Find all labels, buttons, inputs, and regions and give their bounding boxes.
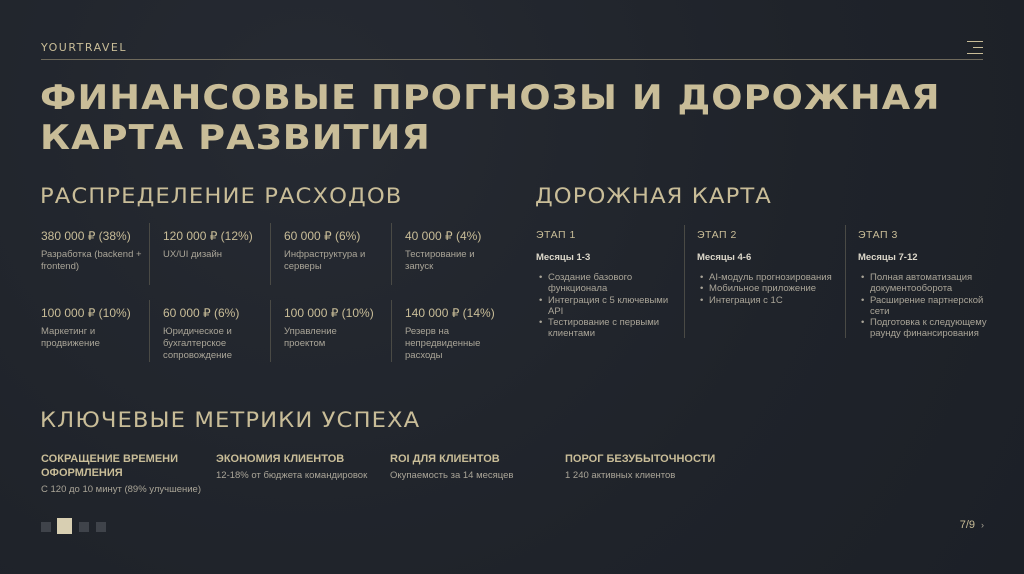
metric-title: СОКРАЩЕНИЕ ВРЕМЕНИ ОФОРМЛЕНИЯ <box>41 453 179 479</box>
expense-amount: 60 000 ₽ (6%) <box>284 229 361 243</box>
metric-title: ROI ДЛЯ КЛИЕНТОВ <box>390 453 500 465</box>
expense-item <box>149 300 267 362</box>
stage-label: ЭТАП 2 <box>697 229 737 241</box>
expense-item <box>41 306 159 350</box>
top-bar <box>41 41 983 61</box>
expense-amount: 380 000 ₽ (38%) <box>41 229 131 243</box>
metric-description: С 120 до 10 минут (89% улучшение) <box>41 484 201 495</box>
stage-list <box>858 272 998 340</box>
roadmap-stage-2 <box>697 229 849 306</box>
slide-dot[interactable] <box>96 522 106 532</box>
roadmap-stage-3 <box>858 229 1010 340</box>
expense-item <box>149 223 267 285</box>
expense-description: Тестирование и запуск <box>405 249 475 272</box>
metric-description: Окупаемость за 14 месяцев <box>390 470 514 481</box>
slide-dot[interactable] <box>41 522 51 532</box>
header-divider <box>41 59 983 60</box>
list-item: • Тестирование с первыми клиентами <box>536 317 671 340</box>
metric-item <box>216 452 386 481</box>
expense-amount: 40 000 ₽ (4%) <box>405 229 482 243</box>
expense-item <box>391 223 509 285</box>
expense-description: Управление проектом <box>284 326 337 349</box>
metric-item <box>565 452 735 481</box>
expense-amount: 120 000 ₽ (12%) <box>163 229 253 243</box>
page-number: 7/9 <box>959 519 975 531</box>
expense-description: Юридическое и бухгалтерское сопровождение <box>163 326 232 361</box>
menu-icon[interactable] <box>967 41 983 55</box>
expense-amount: 100 000 ₽ (10%) <box>41 306 131 320</box>
page-title: ФИНАНСОВЫЕ ПРОГНОЗЫ И ДОРОЖНАЯ КАРТА РАЗВИТИЯ <box>40 78 941 158</box>
metric-item <box>390 452 560 481</box>
metric-item <box>41 452 201 495</box>
expense-description: Маркетинг и продвижение <box>41 326 100 349</box>
expense-amount: 60 000 ₽ (6%) <box>163 306 240 320</box>
page-counter <box>960 519 984 531</box>
expense-item <box>270 223 388 285</box>
expense-item <box>270 300 388 362</box>
expense-item <box>41 229 159 273</box>
stage-list <box>536 272 671 340</box>
stage-list <box>697 272 837 306</box>
metric-description: 12-18% от бюджета командировок <box>216 470 368 481</box>
expense-item <box>391 300 509 362</box>
list-item: • Расширение партнерской сети <box>858 295 998 318</box>
roadmap-stage-1 <box>536 229 688 340</box>
metric-description: 1 240 активных клиентов <box>565 470 676 481</box>
list-item: • Интеграция с 1С <box>697 295 837 306</box>
metrics-heading: КЛЮЧЕВЫЕ МЕТРИКИ УСПЕХА <box>40 408 421 432</box>
stage-months: Месяцы 7-12 <box>858 252 918 263</box>
stage-months: Месяцы 4-6 <box>697 252 752 263</box>
stage-divider <box>845 225 846 338</box>
expense-amount: 100 000 ₽ (10%) <box>284 306 374 320</box>
expenses-heading: РАСПРЕДЕЛЕНИЕ РАСХОДОВ <box>40 184 403 208</box>
slide-dot[interactable] <box>79 522 89 532</box>
stage-label: ЭТАП 3 <box>858 229 898 241</box>
list-item: • Интеграция с 5 ключевыми API <box>536 295 671 318</box>
expense-description: Разработка (backend + frontend) <box>41 249 142 272</box>
expense-description: UX/UI дизайн <box>163 249 223 260</box>
brand-logo[interactable]: YOURTRAVEL <box>41 41 128 54</box>
chevron-right-icon[interactable]: › <box>981 520 984 530</box>
list-item: • Мобильное приложение <box>697 283 837 294</box>
list-item: • Полная автоматизация документооборота <box>858 272 998 295</box>
slide-dot-active[interactable] <box>57 518 72 534</box>
list-item: • Подготовка к следующему раунду финансирования <box>858 317 998 340</box>
stage-divider <box>684 225 685 338</box>
expense-description: Резерв на непредвиденные расходы <box>405 326 481 361</box>
list-item: • AI-модуль прогнозирования <box>697 272 837 283</box>
metric-title: ЭКОНОМИЯ КЛИЕНТОВ <box>216 453 345 465</box>
stage-label: ЭТАП 1 <box>536 229 576 241</box>
list-item: • Создание базового функционала <box>536 272 671 295</box>
roadmap-heading: ДОРОЖНАЯ КАРТА <box>535 184 772 208</box>
stage-months: Месяцы 1-3 <box>536 252 591 263</box>
metric-title: ПОРОГ БЕЗУБЫТОЧНОСТИ <box>565 453 716 465</box>
expense-amount: 140 000 ₽ (14%) <box>405 306 495 320</box>
expense-description: Инфраструктура и серверы <box>284 249 366 272</box>
